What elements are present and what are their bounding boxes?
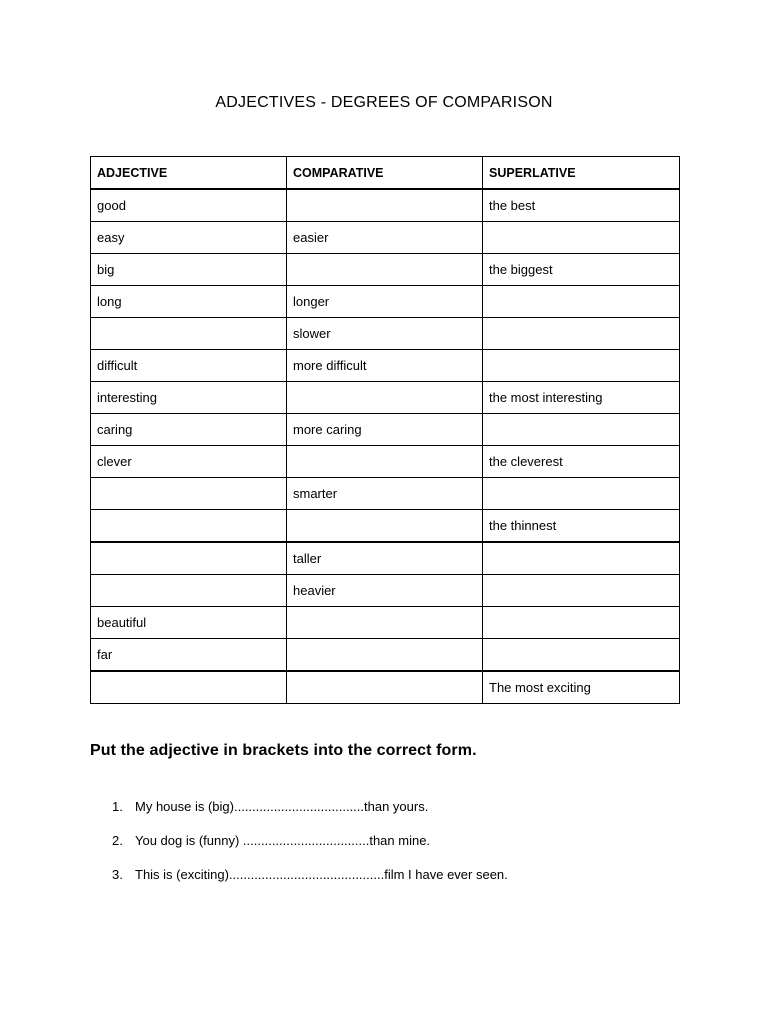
adjective-cell: clever xyxy=(91,446,287,478)
exercise-item-text: My house is (big)....................................than yours. xyxy=(135,799,429,814)
adjective-cell xyxy=(91,478,287,510)
exercise-item-number: 1. xyxy=(112,799,123,814)
exercise-item-number: 2. xyxy=(112,833,123,848)
adjective-cell: caring xyxy=(91,414,287,446)
column-header-superlative: SUPERLATIVE xyxy=(483,157,680,190)
adjective-cell: big xyxy=(91,254,287,286)
superlative-cell xyxy=(483,222,680,254)
superlative-cell xyxy=(483,478,680,510)
table-header-row xyxy=(91,157,680,190)
adjective-cell xyxy=(91,318,287,350)
table-row xyxy=(91,671,680,704)
superlative-cell: the cleverest xyxy=(483,446,680,478)
exercise-item xyxy=(112,866,508,900)
adjective-cell xyxy=(91,510,287,543)
adjective-cell: long xyxy=(91,286,287,318)
adjective-cell: easy xyxy=(91,222,287,254)
comparative-cell: longer xyxy=(287,286,483,318)
comparative-cell xyxy=(287,510,483,543)
exercise-list xyxy=(112,798,508,900)
table-row xyxy=(91,350,680,382)
table-row xyxy=(91,254,680,286)
comparative-cell xyxy=(287,607,483,639)
comparative-cell: heavier xyxy=(287,575,483,607)
comparative-cell xyxy=(287,254,483,286)
exercise-item-number: 3. xyxy=(112,867,123,882)
superlative-cell xyxy=(483,286,680,318)
comparison-table xyxy=(90,156,680,704)
table-row xyxy=(91,542,680,575)
table-row xyxy=(91,189,680,222)
adjective-cell xyxy=(91,671,287,704)
superlative-cell: the best xyxy=(483,189,680,222)
table-row xyxy=(91,639,680,672)
superlative-cell: The most exciting xyxy=(483,671,680,704)
table-row xyxy=(91,478,680,510)
exercise-item-text: You dog is (funny) ...................................than mine. xyxy=(135,833,431,848)
comparative-cell xyxy=(287,382,483,414)
column-header-adjective: ADJECTIVE xyxy=(91,157,287,190)
table-row xyxy=(91,222,680,254)
table-row xyxy=(91,575,680,607)
superlative-cell xyxy=(483,639,680,672)
comparative-cell: more caring xyxy=(287,414,483,446)
comparative-cell xyxy=(287,446,483,478)
page-title: ADJECTIVES - DEGREES OF COMPARISON xyxy=(215,94,553,111)
table-row xyxy=(91,318,680,350)
comparative-cell xyxy=(287,189,483,222)
adjective-cell: far xyxy=(91,639,287,672)
comparative-cell: taller xyxy=(287,542,483,575)
exercise-item-text: This is (exciting)...........................................film I have ever seen. xyxy=(135,867,508,882)
comparative-cell xyxy=(287,671,483,704)
table-row xyxy=(91,607,680,639)
superlative-cell xyxy=(483,350,680,382)
superlative-cell: the biggest xyxy=(483,254,680,286)
comparative-cell: smarter xyxy=(287,478,483,510)
comparative-cell xyxy=(287,639,483,672)
table-row xyxy=(91,510,680,543)
adjective-cell xyxy=(91,542,287,575)
exercise-heading: Put the adjective in brackets into the correct form. xyxy=(90,742,477,759)
table-row xyxy=(91,414,680,446)
superlative-cell: the most interesting xyxy=(483,382,680,414)
adjective-cell: difficult xyxy=(91,350,287,382)
column-header-comparative: COMPARATIVE xyxy=(287,157,483,190)
exercise-item xyxy=(112,798,508,832)
table-row xyxy=(91,446,680,478)
adjective-cell: interesting xyxy=(91,382,287,414)
superlative-cell xyxy=(483,575,680,607)
superlative-cell: the thinnest xyxy=(483,510,680,543)
comparative-cell: slower xyxy=(287,318,483,350)
superlative-cell xyxy=(483,542,680,575)
comparative-cell: more difficult xyxy=(287,350,483,382)
adjective-cell: good xyxy=(91,189,287,222)
comparative-cell: easier xyxy=(287,222,483,254)
adjective-cell xyxy=(91,575,287,607)
superlative-cell xyxy=(483,414,680,446)
adjective-cell: beautiful xyxy=(91,607,287,639)
table-row xyxy=(91,382,680,414)
exercise-item xyxy=(112,832,508,866)
superlative-cell xyxy=(483,607,680,639)
superlative-cell xyxy=(483,318,680,350)
table-row xyxy=(91,286,680,318)
